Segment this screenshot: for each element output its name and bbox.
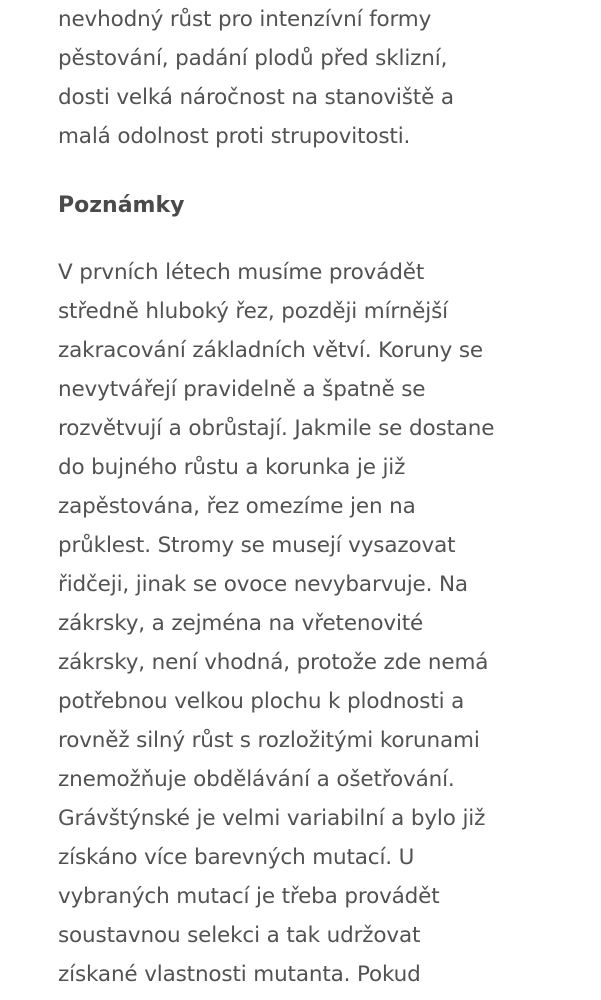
paragraph-line: zakracování základních větví. Koruny se [58,338,483,363]
paragraph-line: nevhodný růst pro intenzívní formy [58,7,432,32]
paragraph-line: potřebnou velkou plochu k plodnosti a [58,689,465,714]
section-heading: Poznámky [58,193,185,218]
paragraph-line: malá odolnost proti strupovitosti. [58,124,411,149]
paragraph-line: V prvních létech musíme provádět [58,260,425,285]
paragraph-line: dosti velká náročnost na stanoviště a [58,85,454,110]
paragraph-line: rozvětvují a obrůstají. Jakmile se dostane [58,416,495,441]
paragraph-line: získané vlastnosti mutanta. Pokud [58,962,421,987]
paragraph-line: znemožňuje obdělávání a ošetřování. [58,767,455,792]
paragraph-line: zapěstována, řez omezíme jen na [58,494,416,519]
paragraph-line: řidčeji, jinak se ovoce nevybarvuje. Na [58,572,468,597]
paragraph-line: středně hluboký řez, později mírnější [58,299,448,324]
paragraph-line: soustavnou selekci a tak udržovat [58,923,421,948]
paragraph-line: vybraných mutací je třeba provádět [58,884,440,909]
paragraph-line: rovněž silný růst s rozložitými korunami [58,728,480,753]
paragraph-line: do bujného růstu a korunka je již [58,455,406,480]
notes-paragraph [58,253,494,994]
intro-paragraph [58,0,454,156]
paragraph-line: pěstování, padání plodů před sklizní, [58,46,448,71]
paragraph-line: zákrsky, a zejména na vřetenovité [58,611,424,636]
paragraph-line: zákrsky, není vhodná, protože zde nemá [58,650,489,675]
paragraph-line: získáno více barevných mutací. U [58,845,415,870]
paragraph-line: nevytvářejí pravidelně a špatně se [58,377,426,402]
paragraph-line: průklest. Stromy se musejí vysazovat [58,533,456,558]
paragraph-line: Grávštýnské je velmi variabilní a bylo již [58,806,486,831]
